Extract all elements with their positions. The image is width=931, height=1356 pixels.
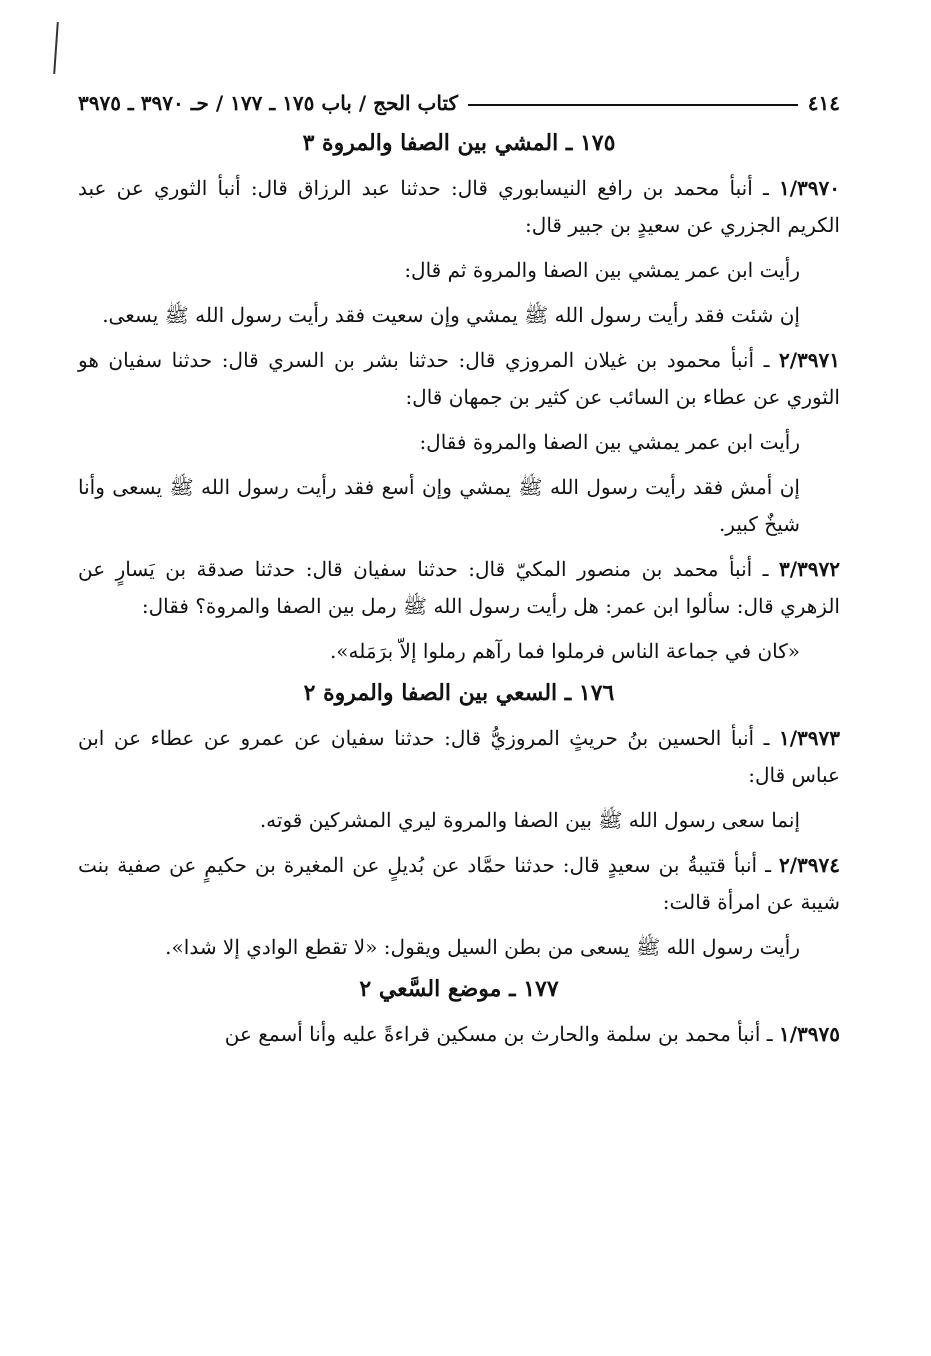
- running-header: [78, 86, 840, 120]
- narration-line: إنما سعى رسول الله ﷺ بين الصفا والمروة ليري المشركين قوته.: [259, 808, 800, 832]
- book-page: [78, 86, 840, 1061]
- hadith-3975: [78, 1016, 840, 1053]
- hadith-number: ٢/٣٩٧٤: [778, 853, 840, 877]
- hadith-text: ـ أنبأ محمد بن سلمة والحارث بن مسكين قراءةً عليه وأنا أسمع عن: [224, 1022, 779, 1046]
- hadith-number: ١/٣٩٧٥: [778, 1022, 840, 1046]
- page-number: ٤١٤: [807, 91, 840, 115]
- section-title-176: ١٧٦ ـ السعي بين الصفا والمروة ٢: [303, 680, 615, 706]
- hadith-text: ـ أنبأ قتيبةُ بن سعيدٍ قال: حدثنا حمَّاد عن بُديلٍ عن المغيرة بن حكيمٍ عن صفية بنت شيبة عن امرأة قالت:: [78, 853, 840, 914]
- section-title-175: ١٧٥ ـ المشي بين الصفا والمروة ٣: [302, 130, 616, 156]
- narration-line: رأيت ابن عمر يمشي بين الصفا والمروة فقال:: [419, 430, 800, 454]
- running-title: كتاب الحج / باب ١٧٥ ـ ١٧٧ / حـ ٣٩٧٠ ـ ٣٩٧٥: [78, 91, 459, 115]
- hadith-text: ـ أنبأ الحسين بنُ حريثٍ المروزيُّ قال: حدثنا سفيان عن عمرو عن عطاء عن ابن عباس قال:: [78, 726, 840, 787]
- header-rule: [468, 104, 798, 106]
- hadith-3972: [78, 551, 840, 625]
- narration-line: رأيت ابن عمر يمشي بين الصفا والمروة ثم قال:: [404, 258, 800, 282]
- scan-margin-mark: [53, 22, 59, 74]
- hadith-text: ـ أنبأ محمد بن منصور المكيّ قال: حدثنا سفيان قال: حدثنا صدقة بن يَسارٍ عن الزهري قال: سألوا ابن عمر: هل رأيت رسول الله ﷺ رمل بين الصفا والمروة؟ فقال:: [78, 557, 840, 618]
- hadith-number: ١/٣٩٧٠: [778, 176, 840, 200]
- hadith-3971: [78, 342, 840, 416]
- hadith-text: ـ أنبأ محمد بن رافع النيسابوري قال: حدثنا عبد الرزاق قال: أنبأ الثوري عن عبد الكريم الجزري عن سعيدٍ بن جبير قال:: [78, 176, 840, 237]
- narration-line: «كان في جماعة الناس فرملوا فما رآهم رملوا إلاّ برَمَله».: [329, 639, 800, 663]
- hadith-3973: [78, 720, 840, 794]
- narration-line: رأيت رسول الله ﷺ يسعى من بطن السيل ويقول: «لا تقطع الوادي إلا شدا».: [165, 935, 800, 959]
- hadith-number: ٢/٣٩٧١: [779, 348, 841, 372]
- hadith-3974: [78, 847, 840, 921]
- hadith-number: ٣/٣٩٧٢: [778, 557, 840, 581]
- hadith-3970: [78, 170, 840, 244]
- narration-line: إن أمش فقد رأيت رسول الله ﷺ يمشي وإن أسع فقد رأيت رسول الله ﷺ يسعى وأنا شيخٌ كبير.: [78, 475, 800, 536]
- hadith-number: ١/٣٩٧٣: [778, 726, 840, 750]
- narration-line: إن شئت فقد رأيت رسول الله ﷺ يمشي وإن سعيت فقد رأيت رسول الله ﷺ يسعى.: [102, 303, 800, 327]
- section-title-177: ١٧٧ ـ موضع السَّعي ٢: [359, 976, 559, 1002]
- hadith-text: ـ أنبأ محمود بن غيلان المروزي قال: حدثنا بشر بن السري قال: حدثنا سفيان هو الثوري عن عطاء بن السائب عن كثير بن جمهان قال:: [78, 348, 840, 409]
